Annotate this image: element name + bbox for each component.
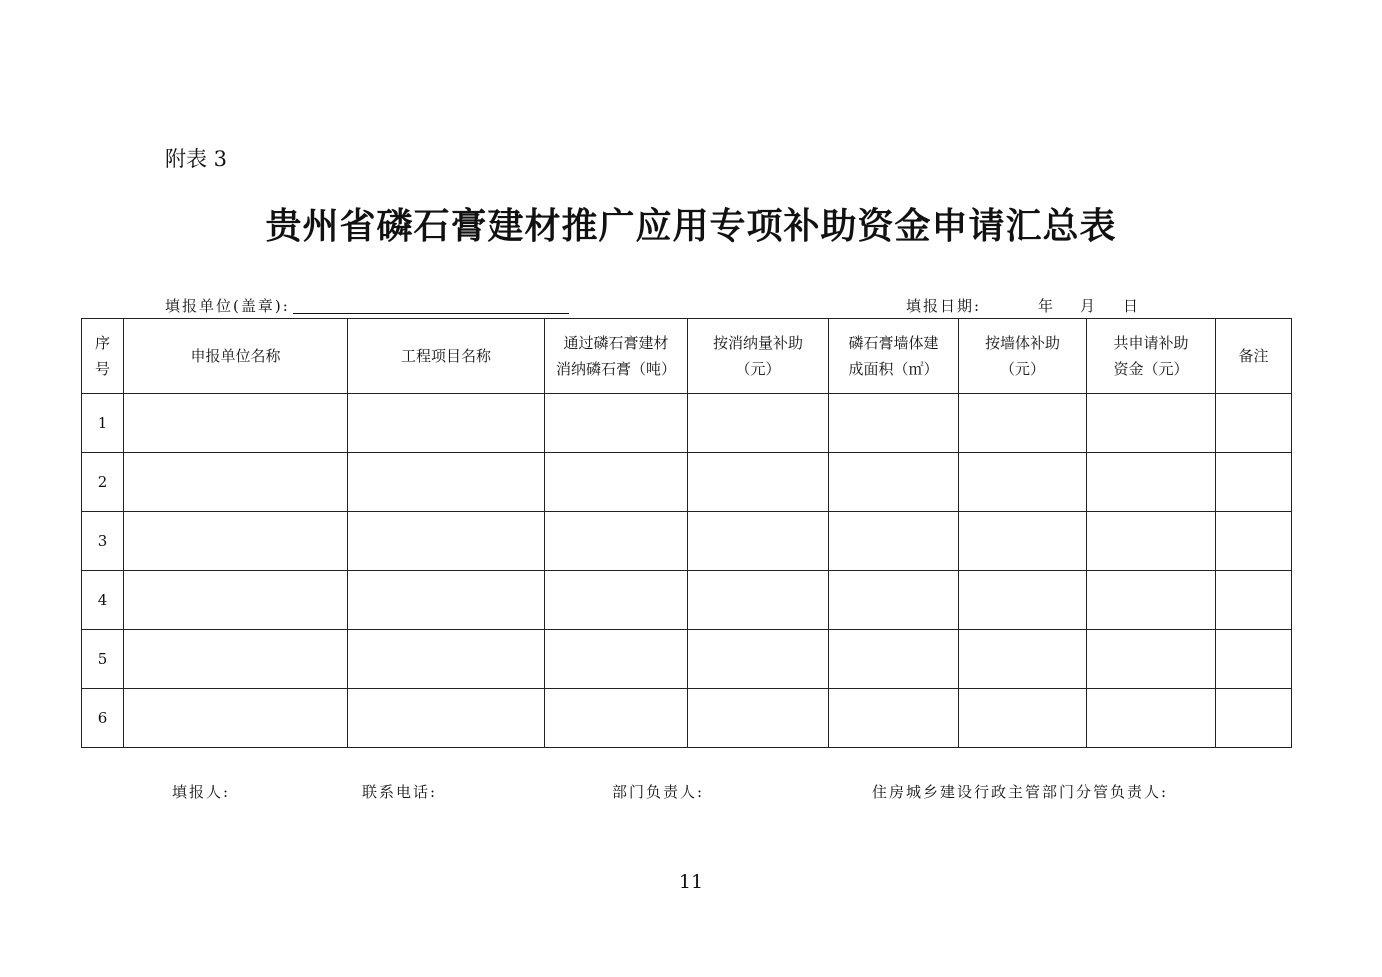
col-header-gypsum-consumed: 通过磷石膏建材 消纳磷石膏（吨） (545, 319, 688, 394)
table-cell[interactable] (1087, 453, 1216, 512)
table-cell[interactable] (124, 571, 348, 630)
table-cell[interactable] (348, 453, 545, 512)
table-cell[interactable] (124, 453, 348, 512)
table-row (82, 453, 1292, 512)
summary-table (81, 318, 1292, 748)
attachment-label: 附表 3 (165, 147, 228, 171)
page-number: 11 (678, 871, 704, 893)
table-cell[interactable] (348, 571, 545, 630)
table-cell[interactable] (124, 689, 348, 748)
table-cell[interactable] (124, 630, 348, 689)
table-cell[interactable] (1216, 689, 1292, 748)
row-number-cell: 2 (82, 453, 124, 512)
table-cell[interactable] (829, 689, 959, 748)
table-cell[interactable] (348, 630, 545, 689)
table-cell[interactable] (1087, 571, 1216, 630)
date-month-label: 月 (1080, 297, 1096, 315)
table-cell[interactable] (688, 689, 829, 748)
table-row (82, 571, 1292, 630)
date-label: 填报日期: (906, 297, 982, 315)
unit-signature-line[interactable] (293, 313, 569, 314)
table-cell[interactable] (1087, 689, 1216, 748)
table-row (82, 689, 1292, 748)
table-cell[interactable] (1087, 512, 1216, 571)
table-cell[interactable] (829, 512, 959, 571)
table-cell[interactable] (348, 689, 545, 748)
table-cell[interactable] (959, 630, 1087, 689)
phone-label: 联系电话: (362, 783, 438, 801)
table-cell[interactable] (829, 394, 959, 453)
col-header-applicant-unit: 申报单位名称 (124, 319, 348, 394)
col-header-project-name: 工程项目名称 (348, 319, 545, 394)
unit-label: 填报单位(盖章): (165, 297, 290, 315)
table-cell[interactable] (348, 394, 545, 453)
table-cell[interactable] (124, 394, 348, 453)
table-cell[interactable] (688, 571, 829, 630)
table-cell[interactable] (959, 394, 1087, 453)
col-header-subsidy-by-volume: 按消纳量补助 （元） (688, 319, 829, 394)
filler-label: 填报人: (172, 783, 231, 801)
table-row (82, 630, 1292, 689)
row-number-cell: 6 (82, 689, 124, 748)
table-cell[interactable] (829, 630, 959, 689)
table-cell[interactable] (545, 512, 688, 571)
table-cell[interactable] (688, 394, 829, 453)
table-cell[interactable] (545, 630, 688, 689)
table-cell[interactable] (545, 453, 688, 512)
table-cell[interactable] (688, 512, 829, 571)
row-number-cell: 3 (82, 512, 124, 571)
table-cell[interactable] (688, 630, 829, 689)
date-year-label: 年 (1038, 297, 1054, 315)
table-cell[interactable] (829, 453, 959, 512)
table-cell[interactable] (348, 512, 545, 571)
table-cell[interactable] (688, 453, 829, 512)
page-title: 贵州省磷石膏建材推广应用专项补助资金申请汇总表 (265, 205, 1117, 247)
table-cell[interactable] (959, 453, 1087, 512)
col-header-subsidy-by-wall: 按墙体补助 （元） (959, 319, 1087, 394)
table-cell[interactable] (1216, 453, 1292, 512)
col-header-remarks: 备注 (1216, 319, 1292, 394)
row-number-cell: 5 (82, 630, 124, 689)
table-cell[interactable] (1216, 630, 1292, 689)
table-cell[interactable] (1216, 512, 1292, 571)
table-cell[interactable] (1087, 630, 1216, 689)
table-cell[interactable] (124, 512, 348, 571)
table-row (82, 394, 1292, 453)
col-header-wall-area: 磷石膏墙体建 成面积（㎡） (829, 319, 959, 394)
table-cell[interactable] (959, 571, 1087, 630)
row-number-cell: 4 (82, 571, 124, 630)
table-row (82, 512, 1292, 571)
col-header-total-subsidy: 共申请补助 资金（元） (1087, 319, 1216, 394)
table-cell[interactable] (545, 394, 688, 453)
table-cell[interactable] (959, 512, 1087, 571)
bureau-head-label: 住房城乡建设行政主管部门分管负责人: (872, 783, 1169, 801)
table-cell[interactable] (1216, 394, 1292, 453)
table-cell[interactable] (1087, 394, 1216, 453)
table-cell[interactable] (1216, 571, 1292, 630)
dept-head-label: 部门负责人: (612, 783, 705, 801)
row-number-cell: 1 (82, 394, 124, 453)
table-cell[interactable] (545, 689, 688, 748)
table-cell[interactable] (829, 571, 959, 630)
table-header-row (82, 319, 1292, 394)
table-cell[interactable] (545, 571, 688, 630)
date-day-label: 日 (1123, 297, 1139, 315)
table-cell[interactable] (959, 689, 1087, 748)
col-header-serial: 序 号 (82, 319, 124, 394)
